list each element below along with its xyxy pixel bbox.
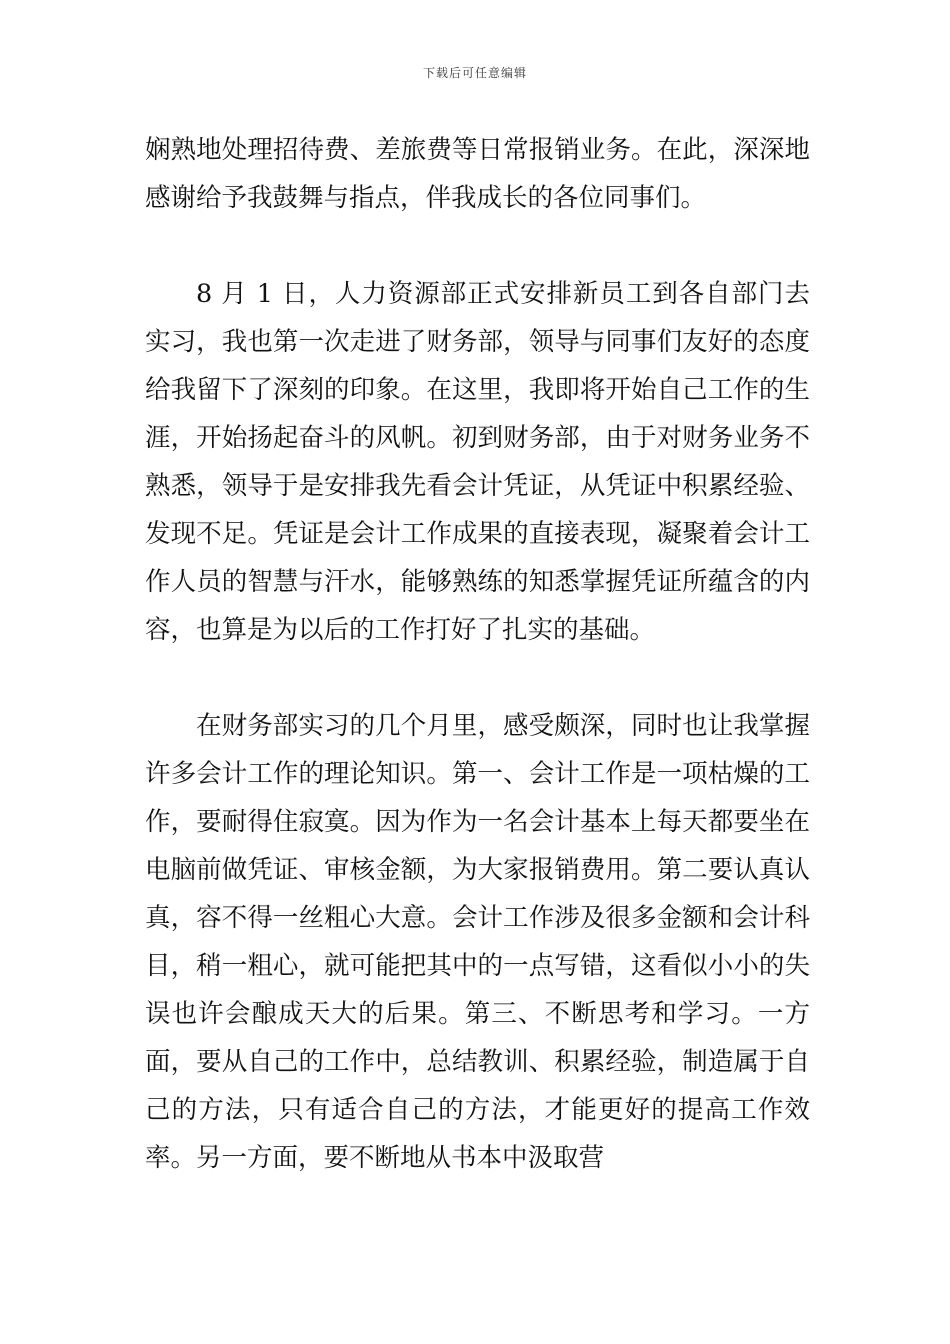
paragraph-3: 在财务部实习的几个月里，感受颇深，同时也让我掌握许多会计工作的理论知识。第一、会计工作是一项枯燥的工作，要耐得住寂寞。因为作为一名会计基本上每天都要坐在电脑前做凭证、审核金额，为大家报销费用。第二要认真认真，容不得一丝粗心大意。会计工作涉及很多金额和会计科目，稍一粗心，就可能把其中的一点写错，这看似小小的失误也许会酿成天大的后果。第三、不断思考和学习。一方面，要从自己的工作中，总结教训、积累经验，制造属于自己的方法，只有适合自己的方法，才能更好的提高工作效率。另一方面，要不断地从书本中汲取营 xyxy=(145,711,810,1173)
paragraph-spacer xyxy=(145,222,810,270)
document-body xyxy=(145,126,810,1182)
paragraph-1: 娴熟地处理招待费、差旅费等日常报销业务。在此，深深地感谢给予我鼓舞与指点，伴我成长的各位同事们。 xyxy=(145,135,810,213)
paragraph-2: 8 月 1 日，人力资源部正式安排新员工到各自部门去实习，我也第一次走进了财务部，领导与同事们友好的态度给我留下了深刻的印象。在这里，我即将开始自己工作的生涯，开始扬起奋斗的风帆。初到财务部，由于对财务业务不熟悉，领导于是安排我先看会计凭证，从凭证中积累经验、发现不足。凭证是会计工作成果的直接表现，凝聚着会计工作人员的智慧与汗水，能够熟练的知悉掌握凭证所蕴含的内容，也算是为以后的工作打好了扎实的基础。 xyxy=(145,279,810,645)
page-header: 下载后可任意编辑 xyxy=(422,66,527,80)
paragraph-spacer xyxy=(145,654,810,702)
